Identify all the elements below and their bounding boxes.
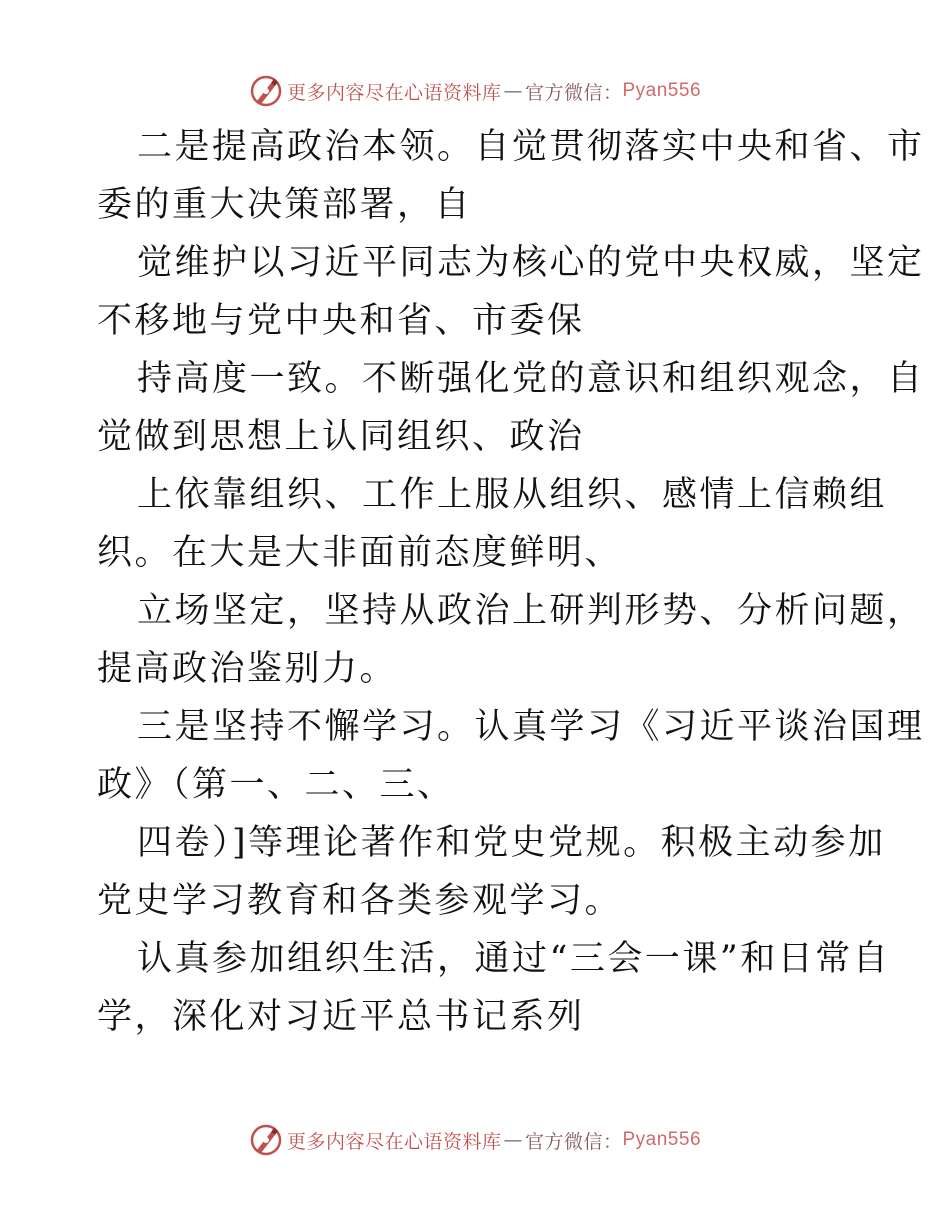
watermark-main-text: 更多内容尽在心语资料库 <box>286 1130 502 1153</box>
pen-logo-icon <box>249 1123 283 1157</box>
paragraph-5-line-2: 提高政治鉴别力。 <box>97 649 398 689</box>
paragraph-1-line-2: 委的重大决策部署，自 <box>97 185 473 225</box>
header-watermark <box>0 71 950 111</box>
paragraph-3-line-1: 持高度一致。不断强化党的意识和组织观念，自 <box>137 359 925 399</box>
watermark-main-text: 更多内容尽在心语资料库 <box>286 81 502 104</box>
paragraph-6-line-1: 三是坚持不懈学习。认真学习《习近平谈治国理 <box>137 707 925 747</box>
watermark-dash: — <box>503 1129 523 1151</box>
watermark-wechat-id: Pyan556 <box>622 1129 702 1150</box>
watermark-sub-text: 官方微信： <box>524 81 623 104</box>
paragraph-5-line-1: 立场坚定，坚持从政治上研判形势、分析问题， <box>137 591 925 631</box>
document-body <box>97 118 925 1046</box>
paragraph-7-line-2: 党史学习教育和各类参观学习。 <box>97 881 623 921</box>
paragraph-8-line-2: 学，深化对习近平总书记系列 <box>97 997 585 1037</box>
footer-watermark <box>0 1120 950 1160</box>
paragraph-2-line-1: 觉维护以习近平同志为核心的党中央权威，坚定 <box>137 243 925 283</box>
paragraph-4-line-2: 织。在大是大非面前态度鲜明、 <box>97 533 623 573</box>
paragraph-7-line-1: 四卷）]等理论著作和党史党规。积极主动参加 <box>137 823 886 863</box>
watermark-sub-text: 官方微信： <box>524 1130 623 1153</box>
pen-logo-icon <box>249 74 283 108</box>
paragraph-6-line-2: 政》（第一、二、三、 <box>97 765 455 805</box>
paragraph-1-line-1: 二是提高政治本领。自觉贯彻落实中央和省、市 <box>137 127 925 167</box>
watermark-wechat-id: Pyan556 <box>622 80 702 101</box>
paragraph-2-line-2: 不移地与党中央和省、市委保 <box>97 301 585 341</box>
paragraph-8-line-1: 认真参加组织生活，通过“三会一课”和日常自 <box>137 939 891 979</box>
paragraph-4-line-1: 上依靠组织、工作上服从组织、感情上信赖组 <box>137 475 888 515</box>
watermark-dash: — <box>503 80 523 102</box>
paragraph-3-line-2: 觉做到思想上认同组织、政治 <box>97 417 585 457</box>
